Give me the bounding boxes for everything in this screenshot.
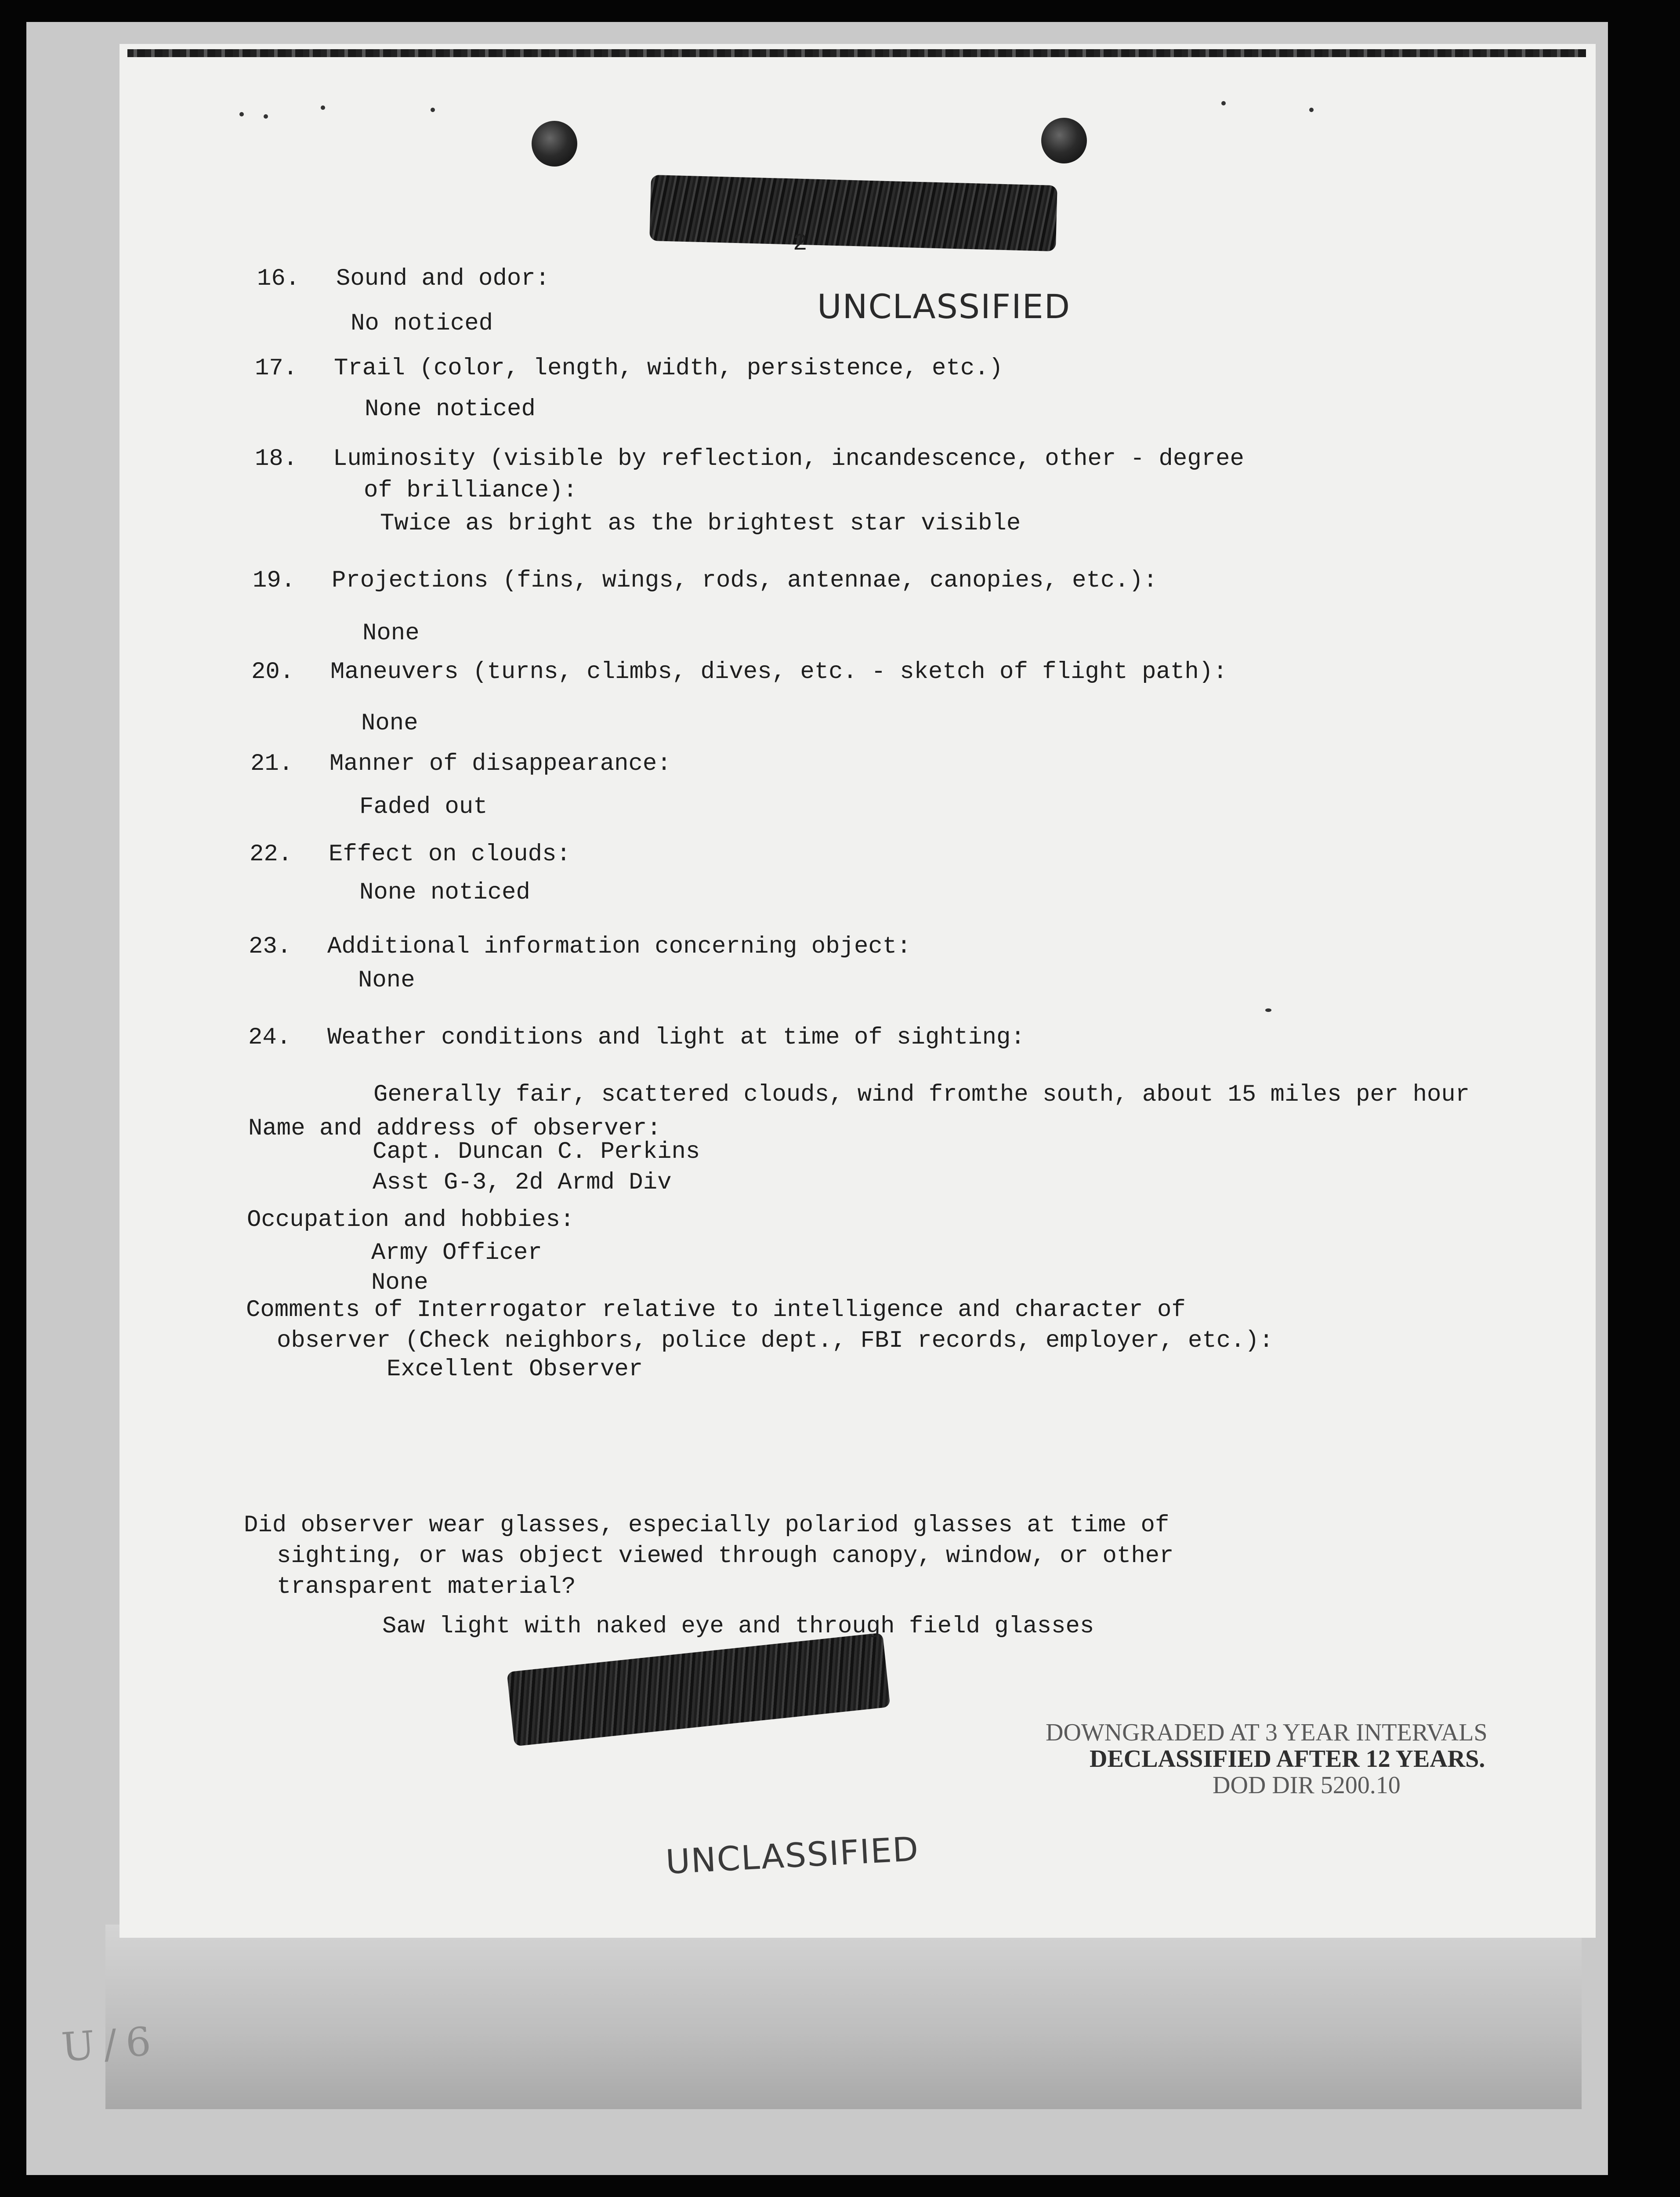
glasses-answer: Saw light with naked eye and through field glasses: [382, 1613, 1094, 1640]
item-20-answer: None: [361, 710, 418, 737]
item-17-label: Trail (color, length, width, persistence, etc.): [334, 355, 1003, 382]
speck: [239, 112, 244, 116]
comments-label-line1: Comments of Interrogator relative to intelligence and character of: [246, 1297, 1186, 1323]
item-20-num: 20.: [251, 659, 294, 685]
item-22-label: Effect on clouds:: [329, 841, 571, 868]
item-18-label: Luminosity (visible by reflection, incandescence, other - degree: [333, 446, 1244, 472]
downgrade-line1: DOWNGRADED AT 3 YEAR INTERVALS: [1046, 1719, 1488, 1746]
item-24-label: Weather conditions and light at time of sighting:: [327, 1024, 1025, 1051]
mount-shadow: [105, 1925, 1582, 2109]
item-24-answer: Generally fair, scattered clouds, wind fromthe south, about 15 miles per hour: [373, 1081, 1470, 1108]
stamp-unclassified-bottom: UNCLASSIFIED: [665, 1829, 920, 1882]
item-18-answer: Twice as bright as the brightest star visible: [380, 510, 1021, 537]
handwritten-mark: U/6: [60, 2018, 161, 2071]
item-21-num: 21.: [250, 750, 293, 777]
item-18-num: 18.: [255, 446, 298, 472]
glasses-question-line2: sighting, or was object viewed through canopy, window, or other: [277, 1543, 1174, 1570]
item-23-answer: None: [358, 967, 415, 994]
redaction-top: [649, 175, 1057, 251]
item-19-label: Projections (fins, wings, rods, antennae, canopies, etc.):: [332, 567, 1158, 594]
observer-label: Name and address of observer:: [248, 1115, 661, 1142]
stamp-unclassified-top: UNCLASSIFIED: [817, 287, 1071, 326]
item-22-answer: None noticed: [359, 879, 530, 906]
item-23-label: Additional information concerning object:: [327, 933, 911, 960]
occupation-value: Army Officer: [371, 1240, 542, 1266]
item-16-answer: No noticed: [351, 310, 493, 337]
item-17-num: 17.: [255, 355, 298, 382]
item-24-num: 24.: [248, 1024, 291, 1051]
hobbies-value: None: [371, 1269, 428, 1296]
observer-name: Capt. Duncan C. Perkins: [373, 1138, 700, 1165]
item-19-answer: None: [362, 620, 420, 647]
item-21-label: Manner of disappearance:: [329, 750, 671, 777]
item-18-label-cont: of brilliance):: [364, 477, 578, 504]
item-16-label: Sound and odor:: [336, 265, 550, 292]
glasses-question-line3: transparent material?: [277, 1573, 576, 1600]
item-17-answer: None noticed: [365, 396, 536, 423]
item-20-label: Maneuvers (turns, climbs, dives, etc. - sketch of flight path):: [330, 659, 1227, 685]
item-23-num: 23.: [249, 933, 292, 960]
speck: [1221, 101, 1226, 105]
occupation-label: Occupation and hobbies:: [247, 1207, 575, 1233]
punch-hole-right: [1041, 118, 1087, 163]
comments-label-line2: observer (Check neighbors, police dept., FBI records, employer, etc.):: [277, 1327, 1274, 1354]
page-top-edge: [127, 49, 1586, 57]
observer-unit: Asst G-3, 2d Armd Div: [373, 1169, 672, 1196]
speck: [1265, 1008, 1271, 1012]
downgrade-line3: DOD DIR 5200.10: [1213, 1772, 1401, 1799]
item-16-num: 16.: [257, 265, 300, 292]
item-21-answer: Faded out: [359, 794, 488, 820]
downgrade-line2: DECLASSIFIED AFTER 12 YEARS.: [1090, 1745, 1485, 1773]
speck: [431, 108, 435, 112]
item-19-num: 19.: [253, 567, 296, 594]
punch-hole-left: [532, 121, 577, 167]
speck: [264, 114, 268, 119]
glasses-question-line1: Did observer wear glasses, especially polariod glasses at time of: [244, 1512, 1169, 1539]
page-number: 2: [793, 230, 807, 257]
speck: [321, 105, 325, 110]
speck: [1309, 108, 1314, 112]
item-22-num: 22.: [250, 841, 293, 868]
comments-answer: Excellent Observer: [387, 1356, 643, 1383]
